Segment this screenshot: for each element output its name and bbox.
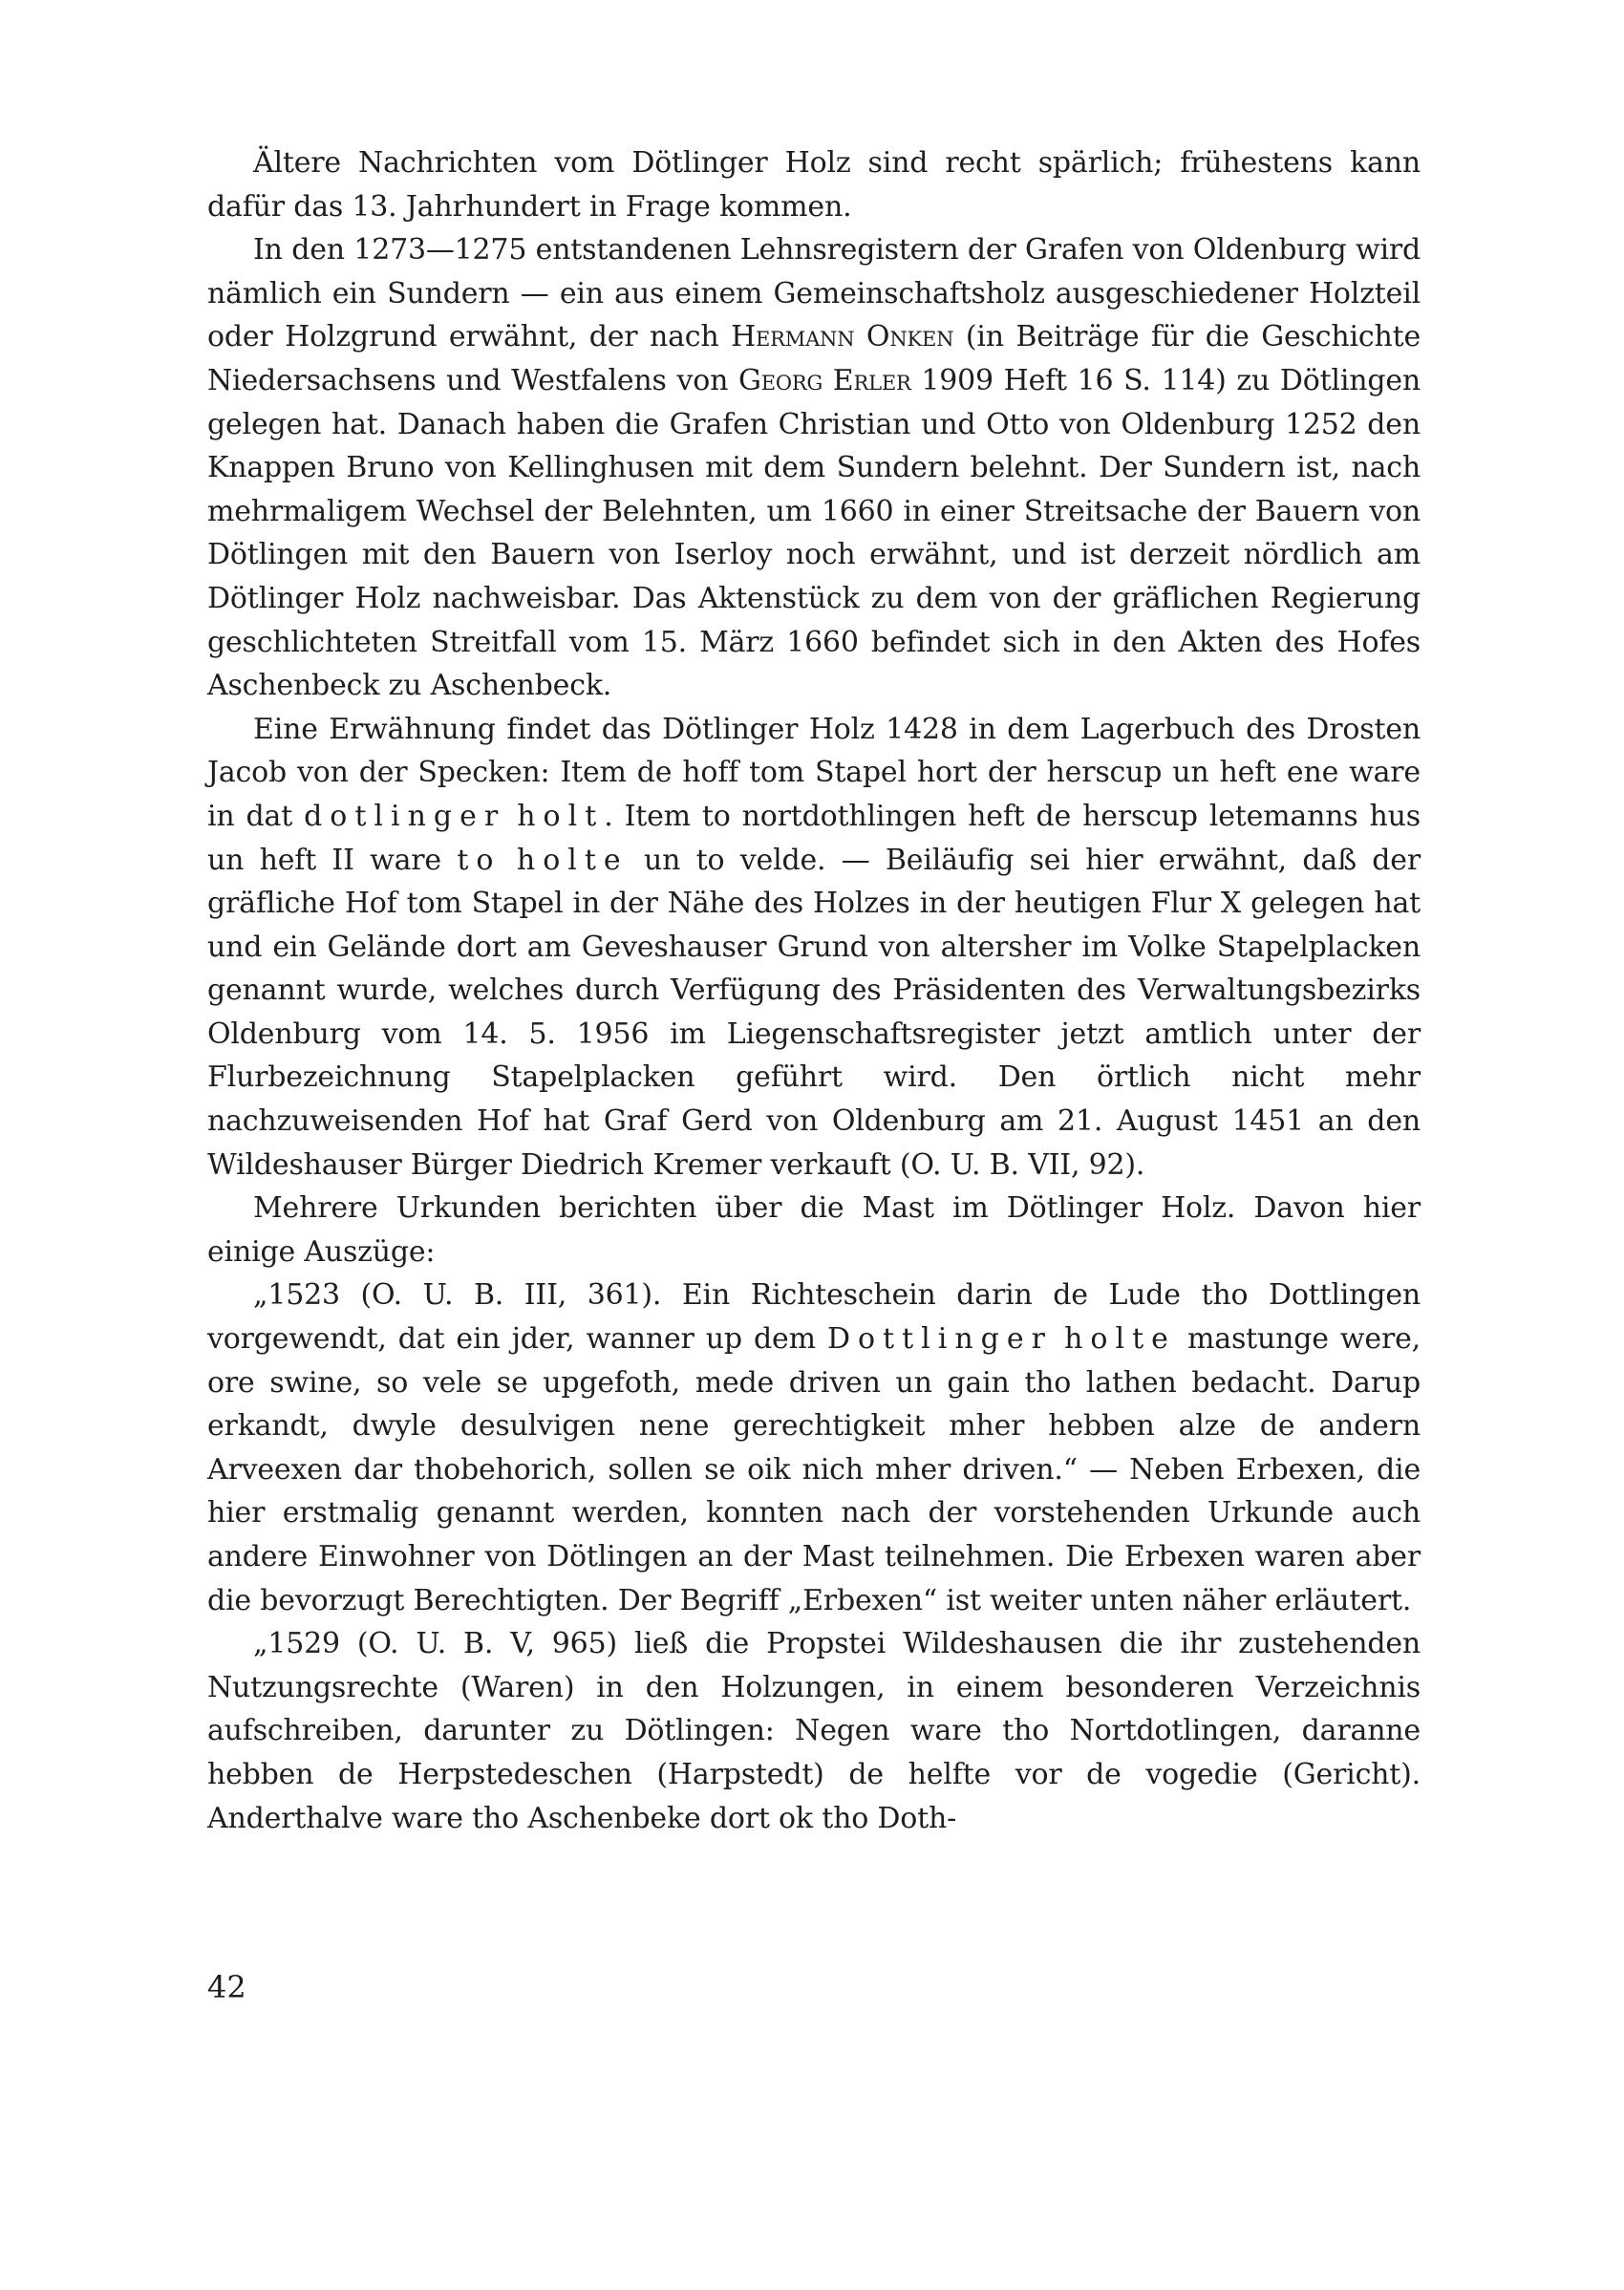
paragraph	[207, 708, 1421, 1188]
spaced-text: dotlinger	[304, 799, 506, 833]
page-number: 42	[207, 1969, 246, 2005]
spaced-text: Dottlinger	[826, 1322, 1053, 1357]
text-run: Mehrere Urkunden berichten über die Mast im Dötlinger Holz. Davon hier einige Auszüge:	[207, 1191, 1421, 1269]
paragraph	[207, 1187, 1421, 1273]
text-run: 1909 Heft 16 S. 114) zu Dötlingen gelegen hat. Danach haben die Grafen Christian und Otto von Oldenburg 1252 den Knappen Bruno von Kellinghusen mit dem Sundern belehnt. Der Sundern ist, nach mehrmaligem Wechsel der Belehnten, um 1660 in einer Streitsache der Bauern von Dötlingen mit den Bauern von Iserloy noch erwähnt, und ist derzeit nördlich am Dötlinger Holz nachweisbar. Das Aktenstück zu dem von der gräflichen Regierung geschlichteten Streitfall vom 15. März 1660 befindet sich in den Akten des Hofes Aschenbeck zu Aschenbeck.	[207, 363, 1421, 703]
paragraph	[207, 1622, 1421, 1840]
paragraph	[207, 228, 1421, 708]
text-run: In den 1273—1275 entstandenen Lehnsregistern der Grafen von Oldenburg wird nämlich ein Sundern — ein aus einem Gemeinschaftsholz ausgeschiedener Holzteil oder Holzgrund erwähnt, der nach	[207, 233, 1421, 354]
small-caps-name: Hermann Onken	[731, 320, 954, 354]
text-run: „1529 (O. U. B. V, 965) ließ die Propstei Wildeshausen die ihr zustehenden Nutzungsrechte (Waren) in den Holzungen, in einem besonderen Verzeichnis aufschreiben, darunter zu Dötlingen: Negen ware tho Nortdotlingen, daranne hebben de Herpstedeschen (Harpstedt) de helfte vor de vogedie (Gericht). Anderthalve ware tho Aschenbeke dort ok tho Doth-	[207, 1627, 1421, 1835]
text-run: Eine Erwähnung findet das Dötlinger Holz 1428 in dem Lagerbuch des Drosten Jacob von der Specken: Item de hoff tom Stapel hort der herscup un heft ene ware in dat	[207, 712, 1421, 833]
text-run	[501, 844, 516, 877]
paragraph	[207, 1273, 1421, 1622]
paragraph	[207, 141, 1421, 228]
text-run: un to velde. — Beiläufig sei hier erwähnt, daß der gräfliche Hof tom Stapel in der Nähe des Holzes in der heutigen Flur X gelegen hat und ein Gelände dort am Geveshauser Grund von altersher im Volke Stapelplacken genannt wurde, welches durch Verfügung des Präsidenten des Verwaltungsbezirks Oldenburg vom 14. 5. 1956 im Liegenschaftsregister jetzt amtlich unter der Flurbezeichnung Stapelplacken geführt wird. Den örtlich nicht mehr nachzuweisenden Hof hat Graf Gerd von Oldenburg am 21. August 1451 an den Wildeshauser Bürger Diedrich Kremer verkauft (O. U. B. VII, 92).	[207, 843, 1421, 1182]
text-run: . Item to nortdothlingen heft de herscup letemanns hus un heft II ware	[207, 799, 1421, 877]
text-run	[1053, 1322, 1064, 1356]
spaced-text: to	[457, 843, 502, 877]
spaced-text: holte	[516, 843, 629, 877]
spaced-text: holte	[1064, 1322, 1176, 1357]
small-caps-name: Georg Erler	[737, 363, 911, 397]
text-run: mastunge were, ore swine, so vele se upgefoth, mede driven un gain tho lathen bedacht. Darup erkandt, dwyle desulvigen nene gerechtigkeit mher hebben alze de andern Arveexen dar thobehorich, sollen se oik nich mher driven.“ — Neben Erbexen, die hier erstmalig genannt werden, konnten nach der vorstehenden Urkunde auch andere Einwohner von Dötlingen an der Mast teilnehmen. Die Erbexen waren aber die bevorzugt Berechtigten. Der Begriff „Erbexen“ ist weiter unten näher erläutert.	[207, 1322, 1421, 1617]
text-run	[505, 800, 517, 833]
text-run: „1523 (O. U. B. III, 361). Ein Richteschein darin de Lude tho Dottlingen vorgewendt, dat ein jder, wanner up dem	[207, 1278, 1421, 1357]
text-run: (in Beiträge für die Geschichte Niedersachsens und Westfalens von	[207, 320, 1421, 397]
text-run: Ältere Nachrichten vom Dötlinger Holz sind recht spärlich; frühestens kann dafür das 13. Jahrhundert in Frage kommen.	[207, 146, 1421, 224]
page-body	[207, 141, 1421, 1840]
spaced-text: holt	[517, 799, 605, 833]
